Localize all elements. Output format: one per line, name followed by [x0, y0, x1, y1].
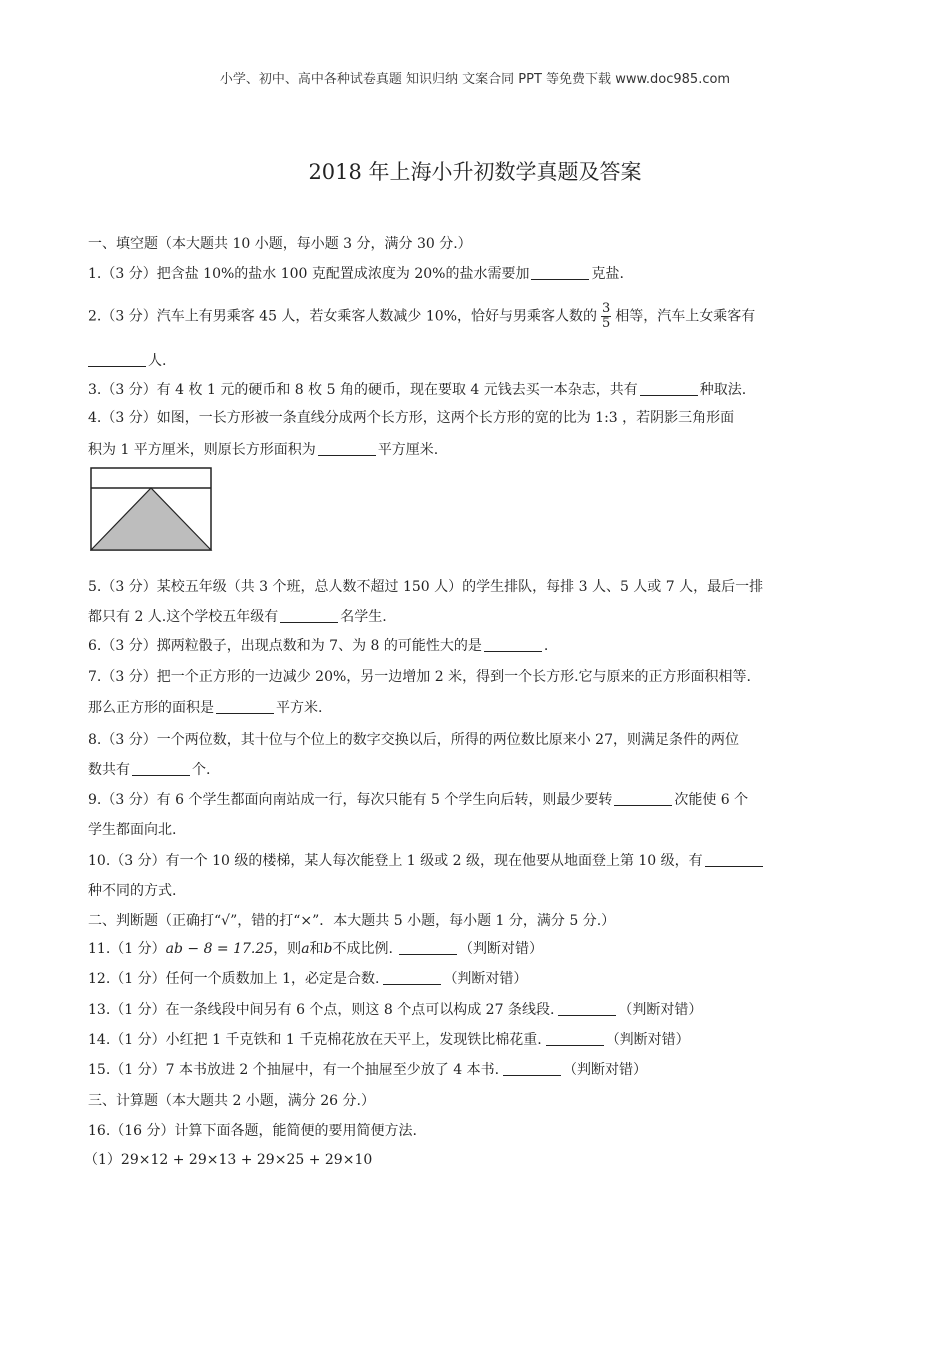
- question-5-cont: 都只有 2 人.这个学校五年级有 名学生.: [88, 609, 387, 625]
- question-9-cont: 学生都面向北.: [88, 822, 177, 838]
- answer-blank[interactable]: [705, 852, 763, 867]
- answer-blank[interactable]: [640, 381, 698, 396]
- question-2-cont: 人.: [88, 351, 166, 371]
- question-16-part-1: （1）29×12 + 29×13 + 29×25 + 29×10: [84, 1152, 373, 1168]
- answer-blank[interactable]: [614, 791, 672, 806]
- question-4-cont: 积为 1 平方厘米，则原长方形面积为 平方厘米.: [88, 442, 439, 458]
- answer-blank[interactable]: [558, 1001, 616, 1016]
- answer-blank[interactable]: [318, 441, 376, 456]
- question-11: 11.（1 分）ab − 8 = 17.25，则a和b不成比例. （判断对错）: [88, 941, 543, 957]
- question-2: 2.（3 分）汽车上有男乘客 45 人，若女乘客人数减少 10%，恰好与男乘客人数的 $\frac{3}{5}$ 相等，汽车上女乘客有: [88, 301, 756, 331]
- answer-blank[interactable]: [484, 637, 542, 652]
- equation: ab − 8 = 17.25: [165, 941, 274, 957]
- question-7-cont: 那么正方形的面积是 平方米.: [88, 700, 323, 716]
- page-header: 小学、初中、高中各种试卷真题 知识归纳 文案合同 PPT 等免费下载 www.doc985.com: [219, 72, 731, 87]
- question-5: 5.（3 分）某校五年级（共 3 个班，总人数不超过 150 人）的学生排队，每排 3 人、5 人或 7 人，最后一排: [88, 579, 764, 595]
- question-1: 1.（3 分）把含盐 10%的盐水 100 克配置成浓度为 20%的盐水需要加 克盐.: [88, 266, 624, 282]
- answer-blank[interactable]: [88, 352, 146, 367]
- question-13: 13.（1 分）在一条线段中间另有 6 个点，则这 8 个点可以构成 27 条线段. （判断对错）: [88, 1002, 703, 1018]
- section-heading-fill-in: 一、填空题（本大题共 10 小题，每小题 3 分，满分 30 分.）: [88, 236, 472, 252]
- answer-blank[interactable]: [280, 608, 338, 623]
- question-10: 10.（3 分）有一个 10 级的楼梯，某人每次能登上 1 级或 2 级，现在他要从地面登上第 10 级，有: [88, 851, 765, 871]
- fraction: $\frac{3}{5}$: [602, 301, 611, 331]
- question-15: 15.（1 分）7 本书放进 2 个抽屉中，有一个抽屉至少放了 4 本书. （判断对错）: [88, 1062, 648, 1078]
- question-8: 8.（3 分）一个两位数，其十位与个位上的数字交换以后，所得的两位数比原来小 27，则满足条件的两位: [88, 732, 739, 748]
- answer-blank[interactable]: [546, 1031, 604, 1046]
- question-3: 3.（3 分）有 4 枚 1 元的硬币和 8 枚 5 角的硬币，现在要取 4 元钱去买一本杂志，共有 种取法.: [88, 382, 747, 398]
- answer-blank[interactable]: [503, 1061, 561, 1076]
- question-4: 4.（3 分）如图，一长方形被一条直线分成两个长方形，这两个长方形的宽的比为 1:3 ，若阴影三角形面: [88, 410, 735, 426]
- question-16: 16.（16 分）计算下面各题，能简便的要用简便方法.: [88, 1123, 417, 1139]
- answer-blank[interactable]: [383, 970, 441, 985]
- question-12: 12.（1 分）任何一个质数加上 1，必定是合数. （判断对错）: [88, 971, 528, 987]
- answer-blank[interactable]: [399, 940, 457, 955]
- question-9: 9.（3 分）有 6 个学生都面向南站成一行，每次只能有 5 个学生向后转，则最少要转 次能使 6 个: [88, 792, 749, 808]
- answer-blank[interactable]: [531, 265, 589, 280]
- section-heading-calculation: 三、计算题（本大题共 2 小题，满分 26 分.）: [88, 1093, 375, 1109]
- answer-blank[interactable]: [132, 761, 190, 776]
- question-8-cont: 数共有 个.: [88, 762, 211, 778]
- question-10-cont: 种不同的方式.: [88, 883, 177, 899]
- expression: 29×12 + 29×13 + 29×25 + 29×10: [120, 1152, 373, 1168]
- section-heading-true-false: 二、判断题（正确打“√”，错的打“×”．本大题共 5 小题，每小题 1 分，满分 5 分.）: [88, 913, 616, 929]
- page-title: 2018 年上海小升初数学真题及答案: [308, 160, 642, 184]
- question-7: 7.（3 分）把一个正方形的一边减少 20%，另一边增加 2 米，得到一个长方形.它与原来的正方形面积相等.: [88, 669, 751, 685]
- question-6: 6.（3 分）掷两粒骰子，出现点数和为 7、为 8 的可能性大的是 .: [88, 638, 549, 654]
- rectangle-triangle-figure: [90, 467, 214, 553]
- answer-blank[interactable]: [216, 699, 274, 714]
- question-14: 14.（1 分）小红把 1 千克铁和 1 千克棉花放在天平上，发现铁比棉花重. （判断对错）: [88, 1032, 690, 1048]
